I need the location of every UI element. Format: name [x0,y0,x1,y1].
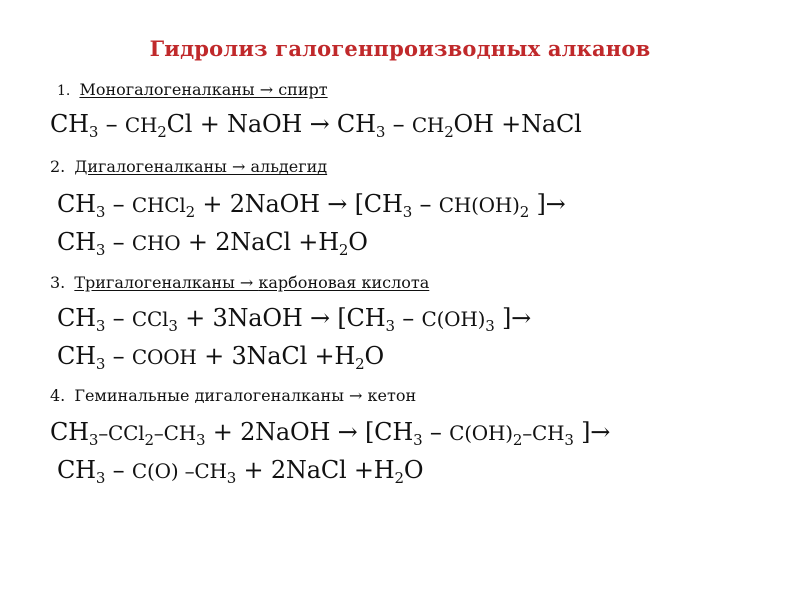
eq-subscript: 2 [338,241,349,259]
section-number: 4. [50,386,66,405]
section-number: 2. [50,157,66,176]
section-heading-text: Геминальные дигалогеналканы → кетон [74,386,417,405]
eq-text: – [105,342,132,370]
eq-subscript: 3 [88,431,99,449]
eq-text: ]→ [494,304,532,332]
eq-subscript: 3 [226,469,237,487]
eq-text: – [105,456,132,484]
eq-text: CCl [131,307,169,331]
eq-text: ]→ [573,418,611,446]
equation-4a [50,418,611,449]
eq-text: – [98,110,125,138]
eq-text: COOH [131,345,197,369]
eq-text: CH [57,342,96,370]
equation-3a [57,304,532,335]
eq-text: – [394,304,422,332]
eq-text: CH [57,228,96,256]
eq-text: O [403,456,424,484]
eq-text: + 2NaOH → [CH [194,190,403,218]
eq-subscript: 3 [95,203,106,221]
eq-subscript: 3 [168,317,178,335]
eq-subscript: 2 [157,123,167,141]
eq-text: OH +NaCl [453,110,582,138]
eq-text: C(OH) [421,307,486,331]
eq-text: – [105,190,132,218]
eq-text: C(O) –CH [131,459,227,483]
eq-text: – [422,418,450,446]
section-heading-text: карбоновая кислота [258,273,430,292]
eq-text: + 2NaOH → [CH [205,418,414,446]
eq-subscript: 3 [95,469,106,487]
eq-text: CH [57,190,96,218]
section-number: 3. [50,273,66,292]
eq-subscript: 3 [195,431,206,449]
eq-subscript: 3 [485,317,495,335]
eq-text: –CH [522,421,565,445]
eq-subscript: 2 [355,355,365,373]
eq-text: CHO [131,231,181,255]
section-heading-text: Моногалогеналканы → спирт [79,80,328,99]
eq-text: CH [124,113,158,137]
eq-text: CH [57,304,96,332]
eq-text: –CCl [98,421,145,445]
section-heading-text: Дигалогеналканы → альдегид [74,157,328,176]
eq-text: CH [50,418,89,446]
eq-subscript: 2 [394,469,404,487]
section-1-heading [57,80,328,99]
eq-subscript: 3 [95,317,106,335]
eq-text: CH [57,456,96,484]
eq-text: CHCl [131,193,186,217]
eq-subscript: 2 [185,203,195,221]
eq-subscript: 3 [564,431,574,449]
equation-2a [57,190,566,221]
slide-title: Гидролиз галогенпроизводных алканов [149,36,651,61]
eq-subscript: 2 [444,123,454,141]
section-3-heading [50,273,429,292]
equation-2b [57,228,368,259]
eq-text: + 3NaOH → [CH [177,304,386,332]
eq-subscript: 3 [95,355,106,373]
eq-text: + 2NaCl +H [180,228,339,256]
eq-subscript: 3 [88,123,99,141]
eq-text: Cl + NaOH → CH [166,110,376,138]
section-heading-text: Тригалогеналканы → [74,273,259,292]
eq-text: C(OH) [449,421,513,445]
eq-subscript: 2 [512,431,523,449]
eq-text: –CH [153,421,196,445]
eq-subscript: 3 [413,431,423,449]
equation-4b [57,456,424,487]
eq-subscript: 3 [375,123,386,141]
eq-text: O [364,342,384,370]
section-4-heading [50,386,416,405]
eq-text: – [385,110,412,138]
eq-text: CH [411,113,445,137]
eq-text: CH [50,110,89,138]
eq-text: + 2NaCl +H [236,456,395,484]
eq-text: ]→ [529,190,566,218]
equation-3b [57,342,384,373]
eq-text: CH(OH) [438,193,520,217]
eq-subscript: 2 [144,431,154,449]
eq-text: – [412,190,439,218]
eq-text: + 3NaCl +H [196,342,356,370]
equation-1 [50,110,582,141]
section-2-heading [50,157,327,176]
eq-text: – [105,228,132,256]
eq-subscript: 3 [385,317,395,335]
eq-subscript: 2 [519,203,530,221]
section-number: 1. [57,83,71,99]
eq-text: – [105,304,132,332]
eq-text: O [348,228,368,256]
eq-subscript: 3 [95,241,106,259]
eq-subscript: 3 [402,203,413,221]
